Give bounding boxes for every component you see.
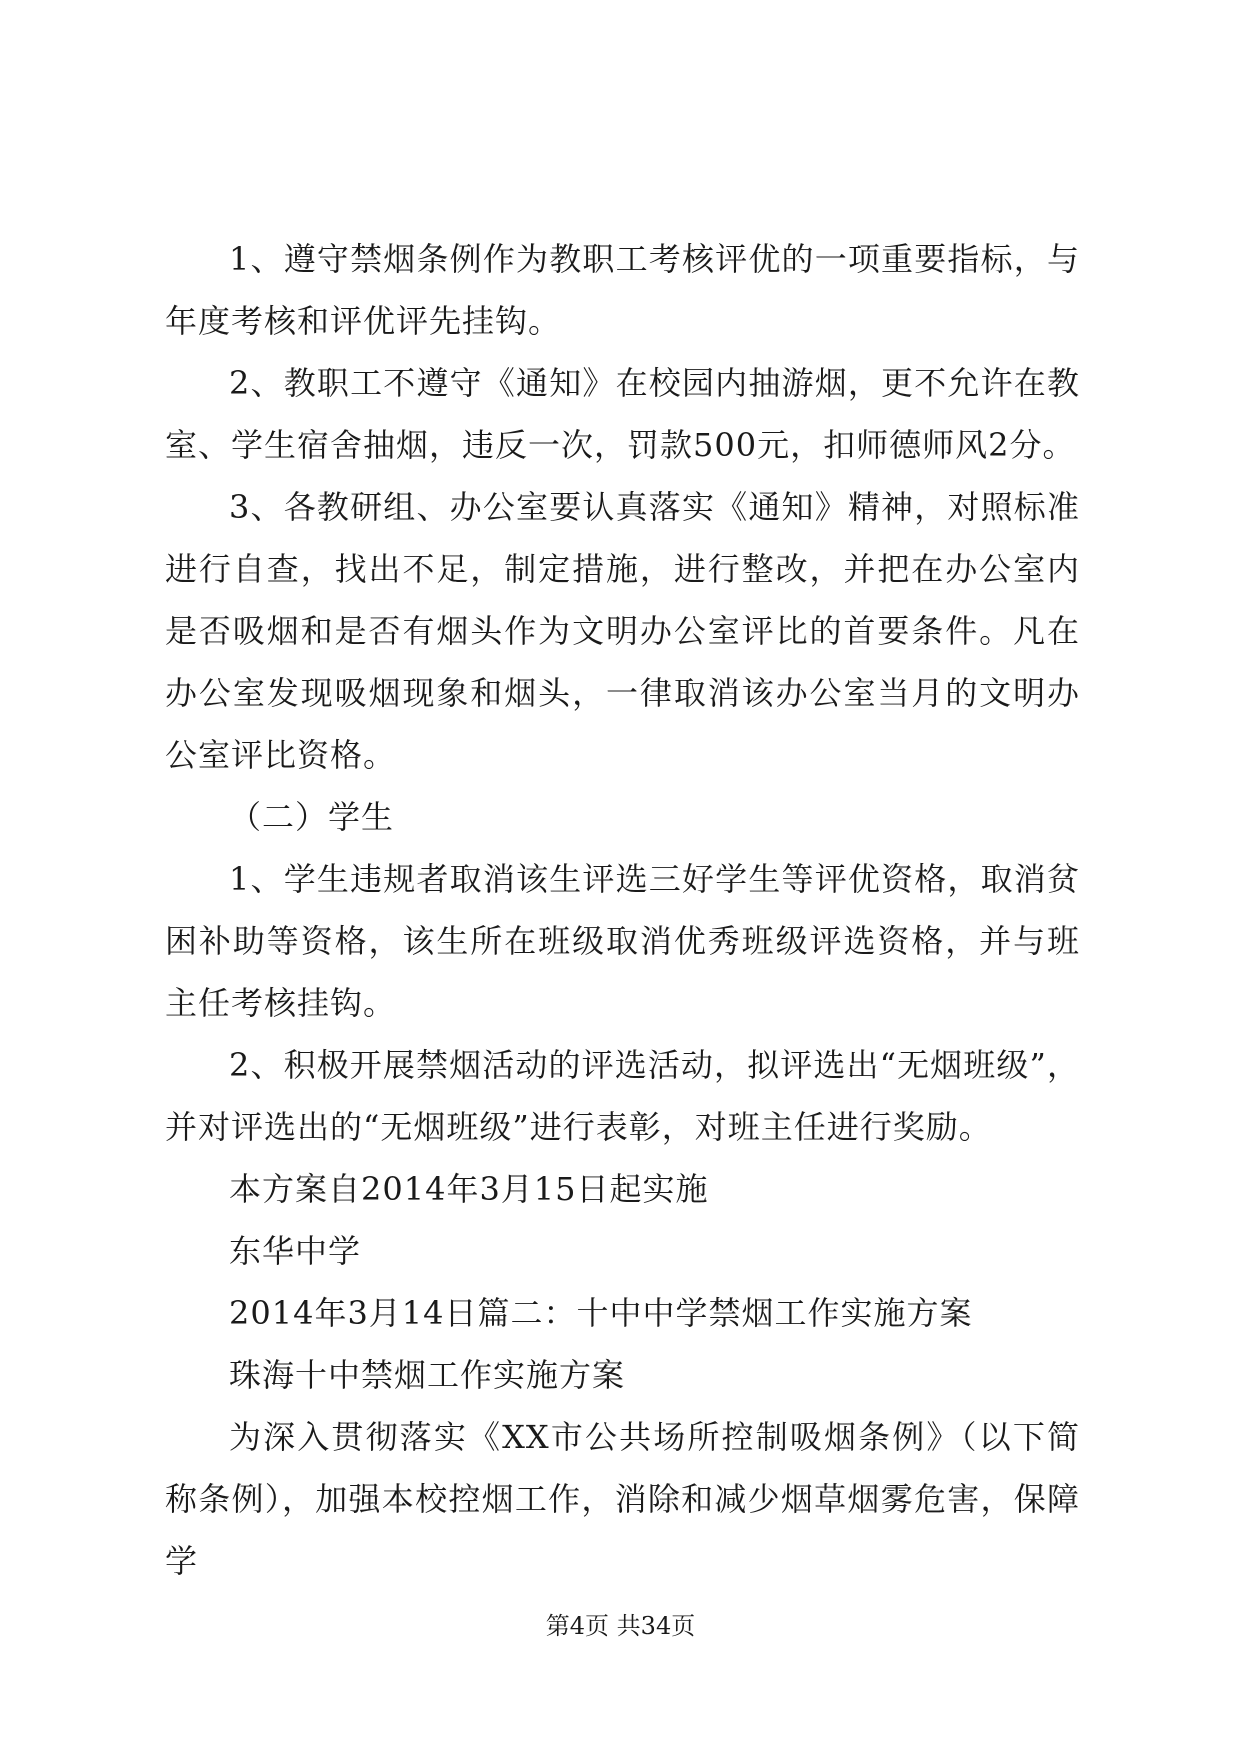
paragraph-staff-rule-3: 3、各教研组、办公室要认真落实《通知》精神，对照标准进行自查，找出不足，制定措施，进行整改，并把在办公室内是否吸烟和是否有烟头作为文明办公室评比的首要条件。凡在办公室发现吸烟现象和烟头，一律取消该办公室当月的文明办公室评比资格。 <box>165 488 1080 774</box>
paragraph-date-and-next-title: 2014年3月14日篇二：十中中学禁烟工作实施方案 <box>229 1294 973 1332</box>
paragraph-student-rule-2: 2、积极开展禁烟活动的评选活动，拟评选出“无烟班级”，并对评选出的“无烟班级”进行表彰，对班主任进行奖励。 <box>165 1046 1080 1146</box>
page-number: 第4页 共34页 <box>545 1612 696 1640</box>
paragraph-plan-intro: 为深入贯彻落实《XX市公共场所控制吸烟条例》（以下简称条例），加强本校控烟工作，消除和减少烟草烟雾危害，保障学 <box>165 1418 1080 1580</box>
page-footer <box>0 1610 1241 1642</box>
section-heading-students: （二）学生 <box>229 798 395 836</box>
document-body <box>165 228 1080 1592</box>
paragraph-school-name: 东华中学 <box>229 1232 362 1270</box>
paragraph-staff-rule-1: 1、遵守禁烟条例作为教职工考核评优的一项重要指标，与年度考核和评优评先挂钩。 <box>165 240 1080 340</box>
paragraph-staff-rule-2: 2、教职工不遵守《通知》在校园内抽游烟，更不允许在教室、学生宿舍抽烟，违反一次，罚款500元，扣师德师风2分。 <box>165 364 1080 464</box>
paragraph-effective-date: 本方案自2014年3月15日起实施 <box>229 1170 709 1208</box>
paragraph-student-rule-1: 1、学生违规者取消该生评选三好学生等评优资格，取消贫困补助等资格，该生所在班级取消优秀班级评选资格，并与班主任考核挂钩。 <box>165 860 1080 1022</box>
paragraph-plan-title: 珠海十中禁烟工作实施方案 <box>229 1356 626 1394</box>
